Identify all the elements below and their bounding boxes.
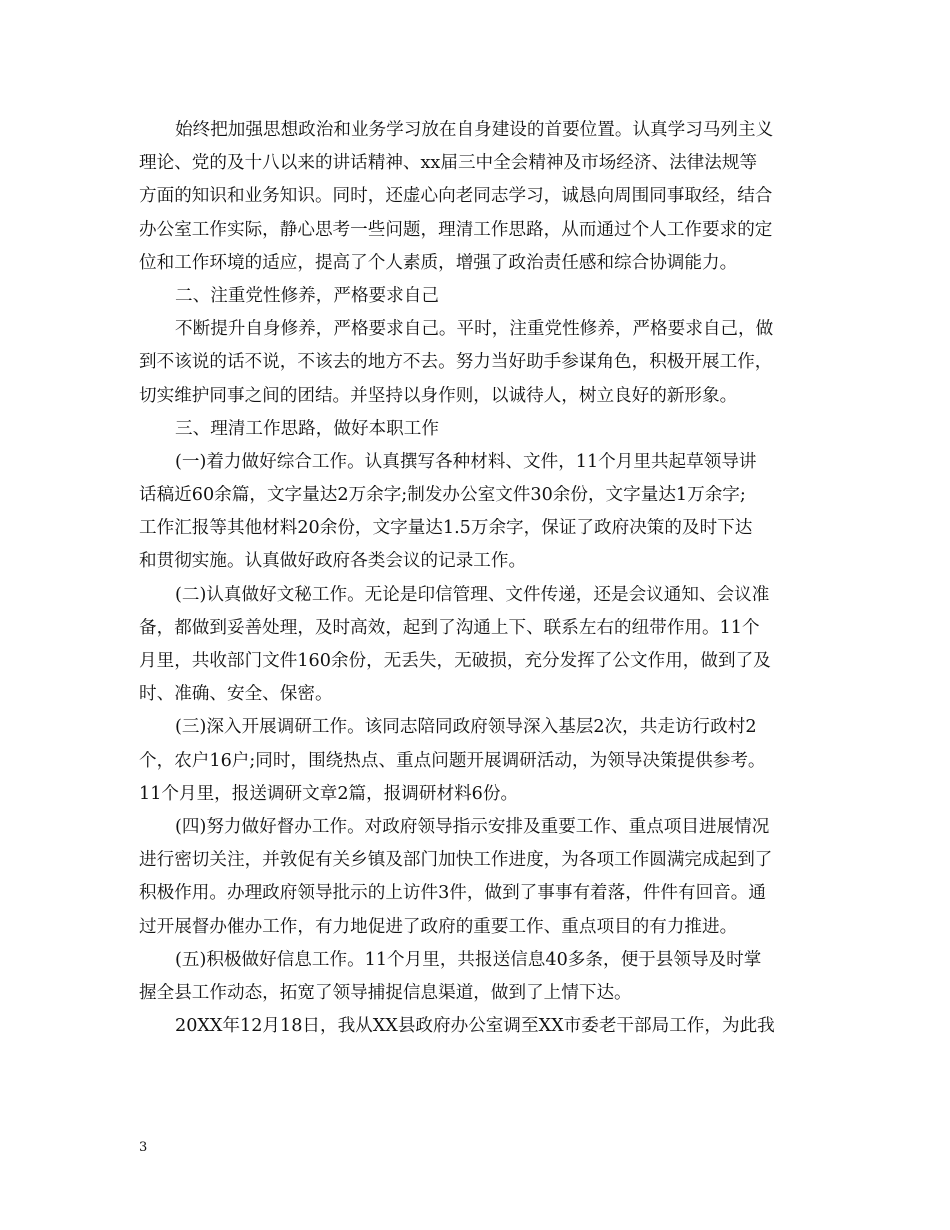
text-line: (三)深入开展调研工作。该同志陪同政府领导深入基层2次，共走访行政村2 [175,717,757,738]
text-line: 切实维护同事之间的团结。并坚持以身作则，以诚待人，树立良好的新形象。 [139,385,738,406]
text-line: 过开展督办催办工作，有力地促进了政府的重要工作、重点项目的有力推进。 [139,916,738,937]
text-line: 话稿近60余篇，文字量达2万余字;制发办公室文件30余份，文字量达1万余字; [139,485,746,506]
text-line: 个，农户16户;同时，围绕热点、重点问题开展调研活动，为领导决策提供参考。 [139,750,766,771]
text-line: 到不该说的话不说，不该去的地方不去。努力当好助手参谋角色，积极开展工作， [139,352,773,373]
text-line: 位和工作环境的适应，提高了个人素质，增强了政治责任感和综合协调能力。 [139,252,738,273]
text-line: 握全县工作动态，拓宽了领导捕捉信息渠道，做到了上情下达。 [139,982,632,1003]
page-number: 3 [139,1140,148,1155]
text-line: 工作汇报等其他材料20余份，文字量达1.5万余字，保证了政府决策的及时下达 [139,518,753,539]
text-line: 进行密切关注，并敦促有关乡镇及部门加快工作进度，为各项工作圆满完成起到了 [139,850,773,871]
text-line: (二)认真做好文秘工作。无论是印信管理、文件传递，还是会议通知、会议准 [175,584,770,605]
text-line: 始终把加强思想政治和业务学习放在自身建设的首要位置。认真学习马列主义 [175,120,774,140]
text-line: (五)积极做好信息工作。11个月里，共报送信息40多条，便于县领导及时掌 [175,949,762,970]
text-line: 方面的知识和业务知识。同时，还虚心向老同志学习，诚恳向周围同事取经，结合 [139,186,773,207]
text-line: 月里，共收部门文件160余份，无丢失，无破损，充分发挥了公文作用，做到了及 [139,651,771,671]
text-line: (一)着力做好综合工作。认真撰写各种材料、文件，11个月里共起草领导讲 [175,451,757,472]
text-line: 20XX年12月18日，我从XX县政府办公室调至XX市委老干部局工作，为此我 [175,1016,775,1037]
text-line: 不断提升自身修养，严格要求自己。平时，注重党性修养，严格要求自己，做 [175,319,774,340]
text-line: 11个月里，报送调研文章2篇，报调研材料6份。 [139,783,519,804]
text-line: 备，都做到妥善处理，及时高效，起到了沟通上下、联系左右的纽带作用。11个 [139,617,760,638]
text-line: 积极作用。办理政府领导批示的上访件3件，做到了事事有着落，件件有回音。通 [139,883,766,904]
text-line: (四)努力做好督办工作。对政府领导指示安排及重要工作、重点项目进展情况 [175,816,770,837]
text-line: 理论、党的及十八以来的讲话精神、xx届三中全会精神及市场经济、法律法规等 [139,153,758,174]
text-line: 时、准确、安全、保密。 [139,684,333,705]
text-line: 和贯彻实施。认真做好政府各类会议的记录工作。 [139,551,527,572]
text-line: 办公室工作实际，静心思考一些问题，理清工作思路，从而通过个人工作要求的定 [139,219,773,240]
body-text [139,114,825,1043]
text-line: 三、理清工作思路，做好本职工作 [175,418,439,439]
text-line: 二、注重党性修养，严格要求自己 [175,285,439,306]
